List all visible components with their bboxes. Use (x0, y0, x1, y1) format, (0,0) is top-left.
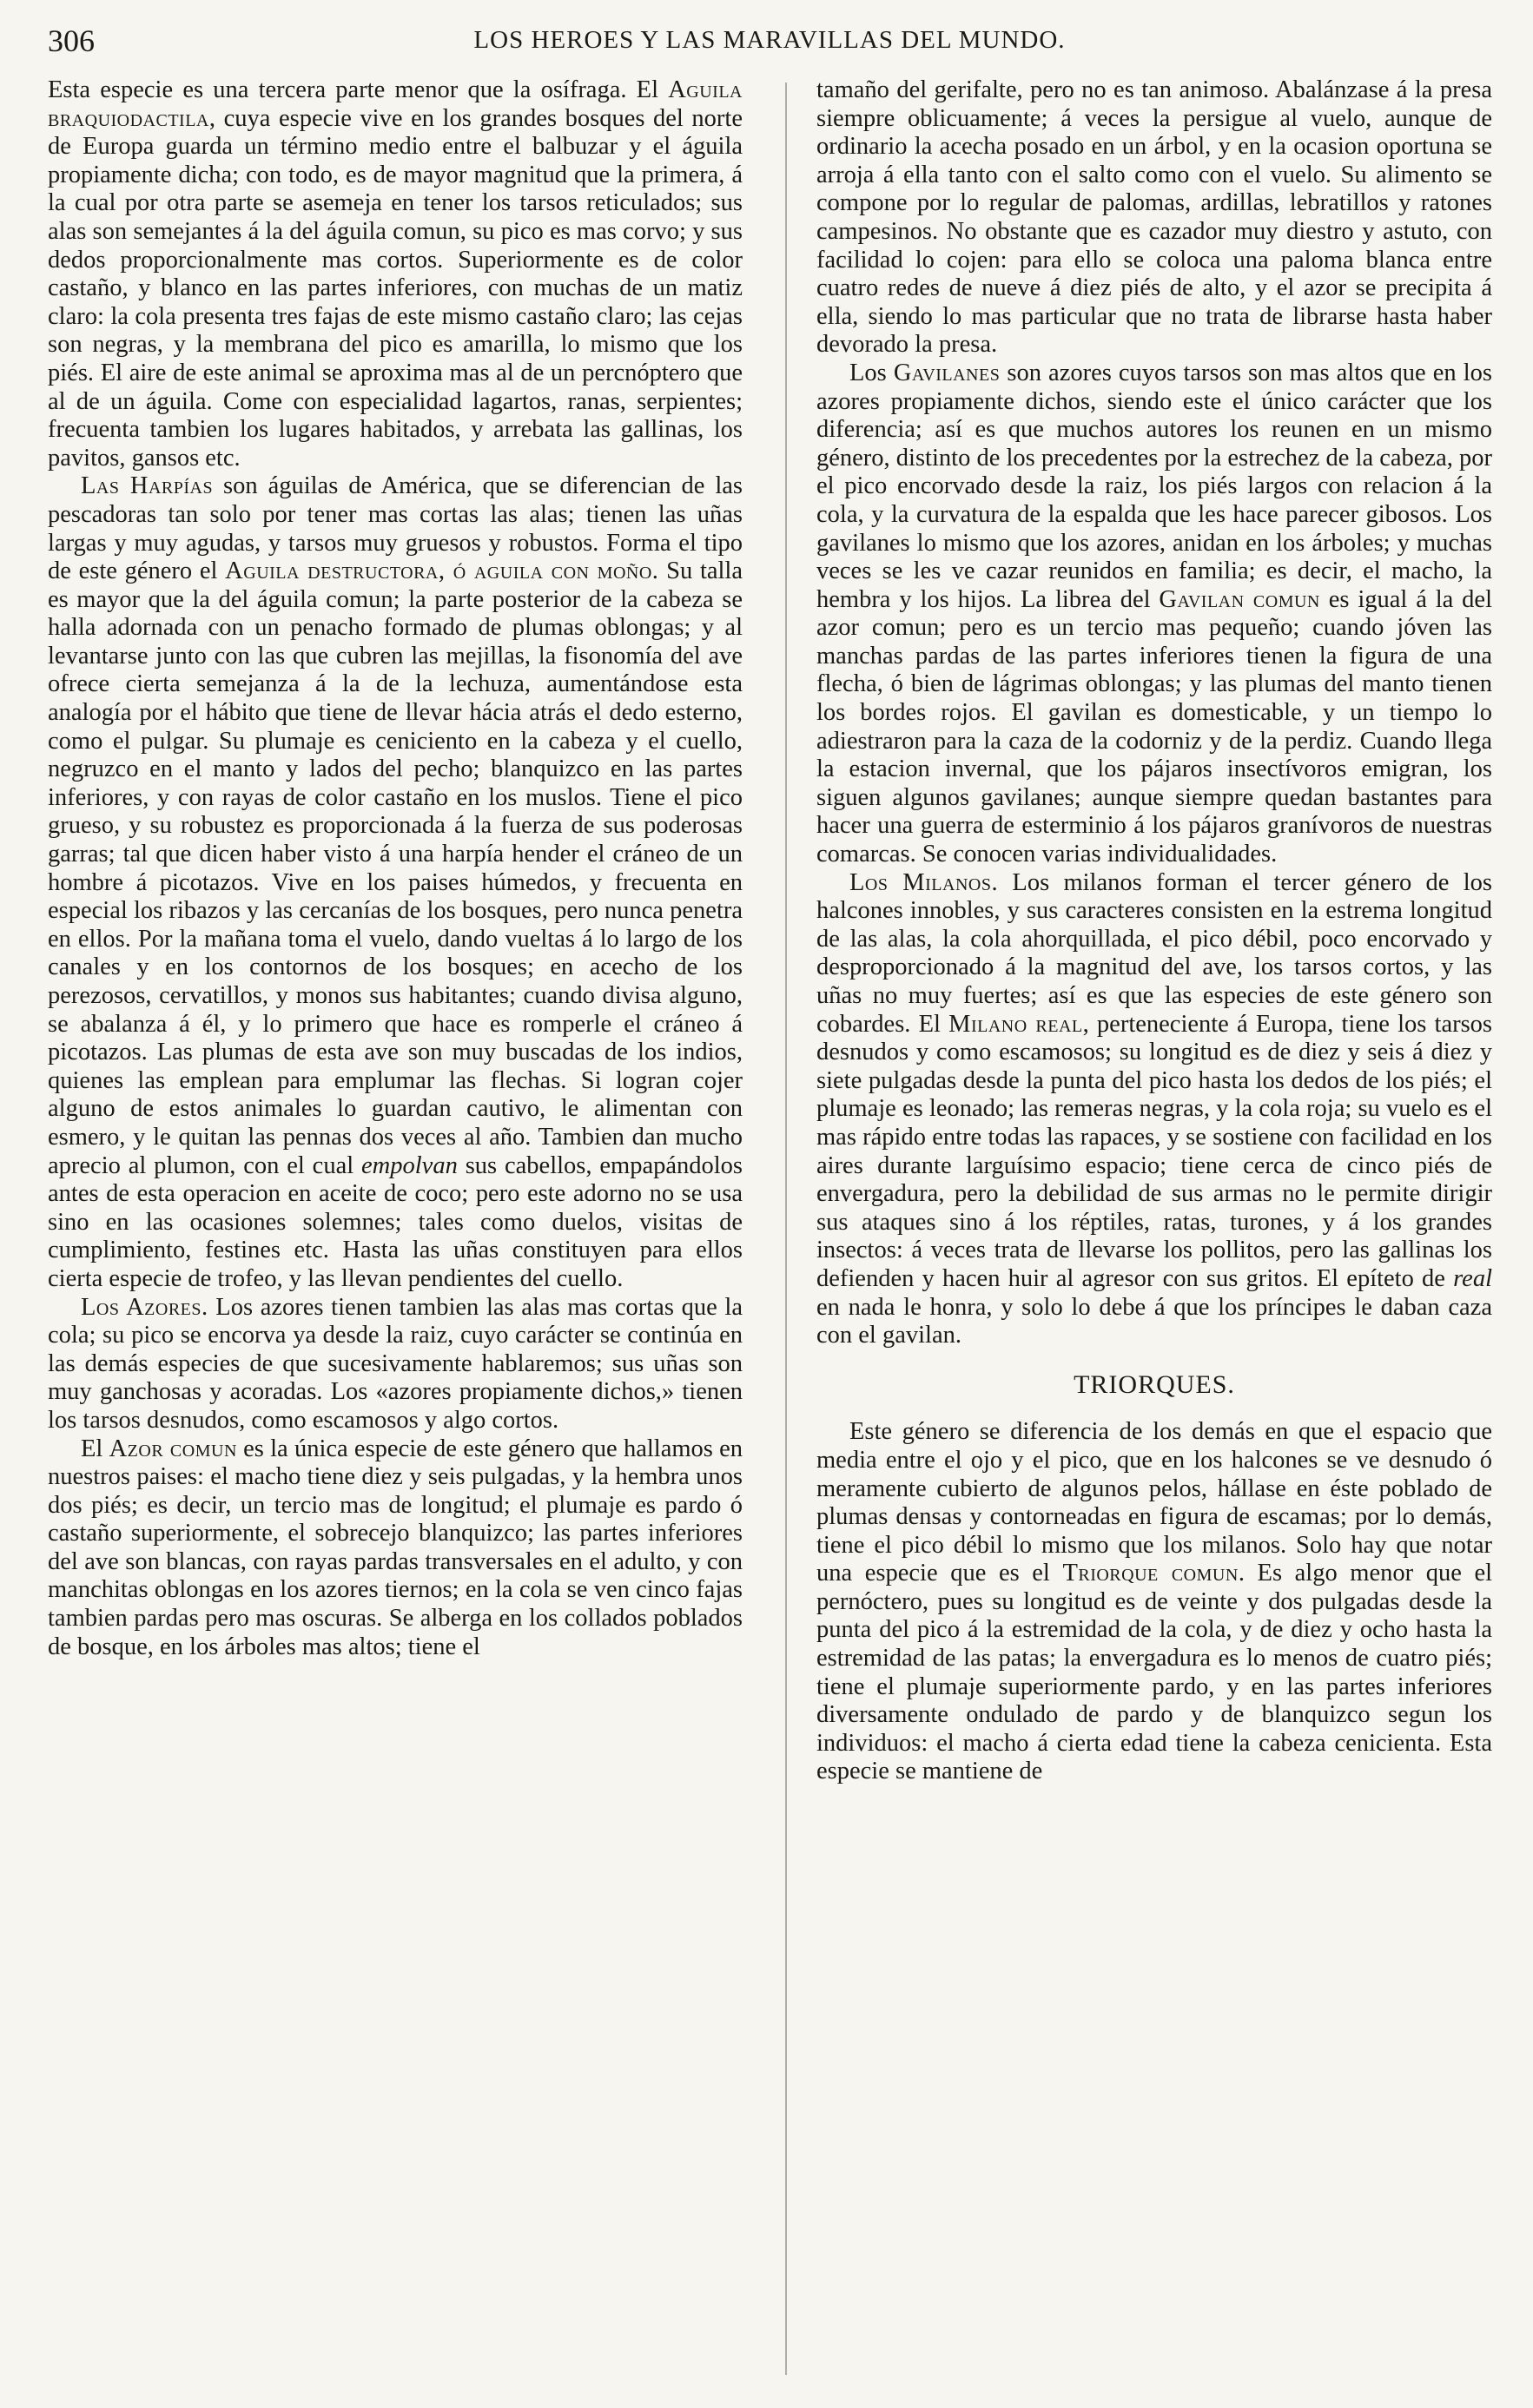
right-column (816, 76, 1492, 1786)
text-run: Este género se diferencia de los demás en que el espacio que media entre el ojo y el pico, que en los halcones se ve desnudo ó meramente cubierto de algunos pelos, hállase en éste poblado de plumas densas y contorneadas en figura de escamas; por lo demás, tiene el pico débil lo mismo que los milanos. Solo hay que notar una especie que es el (816, 1418, 1492, 1587)
section-heading-triorques: TRIORQUES. (1074, 1369, 1235, 1399)
species-name: Aguila destructora, ó aguila con moño. (225, 557, 659, 585)
paragraph-gavilanes (816, 360, 1492, 869)
column-divider (785, 82, 787, 2375)
section-name: Los Milanos. (849, 868, 999, 896)
section-name: Los Azores. (81, 1293, 208, 1321)
species-name: Milano real (948, 1010, 1083, 1038)
species-name: Gavilan comun (1159, 585, 1320, 613)
text-run: . Es algo menor que el pernóctero, pues su longitud es de veinte y dos pulgadas desde la punta del pico á la estremidad de la cola, y de diez y ocho hasta la estremidad de las patas; la envergadura es lo menos de cuatro piés; tiene el plumaje superiormente pardo, y en las partes inferiores diversamente ondulado de pardo y de blanquizco segun los individuos: el macho á cierta edad tiene la cabeza cenicienta. Esta especie se mantiene de (816, 1560, 1493, 1785)
text-run: son águilas de América, que se diferencian de las pescadoras tan solo por tener mas cortas las alas; tienen las uñas largas y muy agudas, y tarsos muy gruesos y robustos. Forma el tipo de este género el (48, 472, 743, 585)
section-name: Gavilanes (893, 359, 1001, 386)
text-run: sus cabellos, empapándolos antes de esta operacion en aceite de coco; pero este adorno no se usa sino en las ocasiones solemnes; tales como duelos, visitas de cumplimiento, festines etc. Hasta las uñas constituyen para ellos cierta especie de trofeo, y las llevan pendientes del cuello. (48, 1151, 743, 1292)
text-run: Esta especie es una tercera parte menor que la osífraga. El (48, 76, 669, 103)
text-run: Los azores tienen tambien las alas mas cortas que la cola; su pico se encorva ya desde la raiz, cuyo carácter se continúa en las demás especies de que sucesivamente hablaremos; sus uñas son muy ganchosas y acoradas. Los «azores propiamente dichos,» tienen los tarsos desnudos, como escamosos y algo cortos. (48, 1293, 743, 1434)
paragraph-azores (48, 1294, 743, 1435)
paragraph-azor-comun (48, 1435, 743, 1662)
paragraph-azor-continued (816, 76, 1492, 360)
italic-word: empolvan (361, 1151, 458, 1179)
page-header (48, 19, 1491, 64)
text-run: es la única especie de este género que hallamos en nuestros paises: el macho tiene diez y seis pulgadas, y la hembra unos dos piés; es decir, un tercio mas de longitud; el plumaje es pardo ó castaño superiormente, el sobrecejo blanquizco; las partes inferiores del ave son blancas, con rayas pardas transversales en el adulto, y con manchitas oblongas en los azores tiernos; en la cola se ven cinco fajas tambien pardas pero mas oscuras. Se alberga en los collados poblados de bosque, en los árboles mas altos; tiene el (48, 1435, 743, 1660)
text-run: , perteneciente á Europa, tiene los tarsos desnudos y como escamosos; su longitud es de diez y seis á diez y siete pulgadas desde la punta del pico hasta los dedos de los piés; el plumaje es leonado; las remeras negras, y la cola roja; su vuelo es el mas rápido entre todas las rapaces, y se sostiene con facilidad en los aires durante larguísimo espacio; tiene cerca de cinco piés de envergadura, pero la debilidad de sus armas no le permite dirigir sus ataques sino á los réptiles, ratas, turones, y á los grandes insectos: á veces trata de llevarse los pollitos, pero las gallinas los defienden y hacen huir al agresor con sus gritos. El epíteto de (816, 1010, 1493, 1292)
left-column (48, 76, 743, 1661)
text-run: Los (849, 359, 894, 386)
species-name: Triorque comun (1062, 1560, 1239, 1587)
text-run: son azores cuyos tarsos son mas altos que en los azores propiamente dichos, siendo este el único carácter que los diferencia; así es que muchos autores los reunen en un mismo género, distinto de los precedentes por la estrechez de la cabeza, por el pico encorvado desde la raiz, los piés largos con relacion á la cola, y la curvatura de la espalda que les hace parecer gibosos. Los gavilanes lo mismo que los azores, anidan en los árboles; y muchas veces se les ve cazar reunidos en familia; es decir, el macho, la hembra y los hijos. La librea del (816, 359, 1492, 613)
section-name: Las Harpías (81, 472, 214, 500)
text-run: Los milanos forman el tercer género de los halcones innobles, y sus caracteres consisten en la estrema longitud de las alas, la cola ahorquillada, el pico débil, poco encorvado y desproporcionado á la magnitud del ave, los tarsos cortos, y las uñas no muy fuertes; así es que las especies de este género son cobardes. El (816, 868, 1492, 1038)
species-name: Azor comun (109, 1435, 237, 1462)
paragraph-triorques (816, 1418, 1492, 1786)
text-run: Su talla es mayor que la del águila comun; la parte posterior de la cabeza se halla adornada con un penacho formado de plumas oblongas; y al levantarse junto con las que cubren las mejillas, la fisonomía del ave ofrece cierta semejanza á la de la lechuza, aumentándose esta analogía por el hábito que tiene de llevar hácia atrás el dedo esterno, como el pulgar. Su plumaje es ceniciento en la cabeza y el cuello, negruzco en el manto y lados del pecho; blanquizco en las partes inferiores, y con rayas de color castaño en los muslos. Tiene el pico grueso, y su robustez es proporcionada á la fuerza de sus poderosas garras; tal que dicen haber visto á una harpía hender el cráneo de un hombre á picotazos. Vive en los paises húmedos, y frecuenta en especial los ribazos y las cercanías de los bosques, pero nunca penetra en ellos. Por la mañana toma el vuelo, dando vueltas á lo largo de los canales y en los contornos de los bosques; en acecho de los perezosos, cervatillos, y monos sus habitantes; cuando divisa alguno, se abalanza á él, y lo primero que hace es romperle el cráneo á picotazos. Las plumas de esta ave son muy buscadas de los indios, quienes las emplean para emplumar las flechas. Si logran cojer alguno de estos animales lo guardan cautivo, le alimentan con esmero, y le quitan las pennas dos veces al año. Tambien dan mucho aprecio al plumon, con el cual (48, 557, 743, 1179)
italic-word: real (1453, 1264, 1492, 1292)
text-run: , cuya especie vive en los grandes bosques del norte de Europa guarda un término medio entre el balbuzar y el águila propiamente dicha; con todo, es de mayor magnitud que la primera, á la cual por otra parte se asemeja en tener los tarsos reticulados; sus alas son semejantes á la del águila comun, su pico es mas corvo; y sus dedos proporcionalmente mas cortos. Superiormente es de color castaño, y blanco en las partes inferiores, con muchas de un matiz claro: la cola presenta tres fajas de este mismo castaño claro; las cejas son negras, y la membrana del pico es amarilla, lo mismo que los piés. El aire de este animal se aproxima mas al de un percnóptero que al de un águila. Come con especialidad lagartos, ranas, serpientes; frecuenta tambien los lugares habitados, y arrebata las gallinas, los pavitos, gansos etc. (48, 104, 743, 472)
page-number: 306 (48, 23, 95, 58)
paragraph-harpias (48, 472, 743, 1293)
text-run: El (81, 1435, 109, 1462)
text-run: tamaño del gerifalte, pero no es tan animoso. Abalánzase á la presa siempre oblicuamente; á veces la persigue al vuelo, aunque de ordinario la acecha posado en un árbol, y en la ocasion oportuna se arroja á ella tanto con el salto como con el vuelo. Su alimento se compone por lo regular de palomas, ardillas, lebratillos y ratones campesinos. No obstante que es cazador muy diestro y astuto, con facilidad lo cojen: para ello se coloca una paloma blanca entre cuatro redes de nueve á diez piés de alto, y el azor se precipita á ella, siendo lo mas particular que no trata de librarse hasta haber devorado la presa. (816, 76, 1492, 359)
text-run: en nada le honra, y solo lo debe á que los príncipes le daban caza con el gavilan. (816, 1293, 1492, 1349)
text-run: es igual á la del azor comun; pero es un tercio mas pequeño; cuando jóven las manchas pardas de las partes inferiores tienen la figura de una flecha, ó bien de lágrimas oblongas; y las plumas del manto tienen los bordes rojos. El gavilan es domesticable, y un tiempo lo adiestraron para la caza de la codorniz y de la perdiz. Cuando llega la estacion invernal, que los pájaros insectívoros emigran, los siguen algunos gavilanes; aunque siempre quedan bastantes para hacer una guerra de esterminio á los pájaros granívoros de nuestras comarcas. Se conocen varias individualidades. (816, 585, 1493, 868)
running-title: LOS HEROES Y LAS MARAVILLAS DEL MUNDO. (473, 26, 1066, 54)
species-name: Aguila braquiodactila (48, 76, 743, 132)
paragraph-aguila-braquiodactila (48, 76, 743, 472)
paragraph-milanos (816, 869, 1492, 1350)
